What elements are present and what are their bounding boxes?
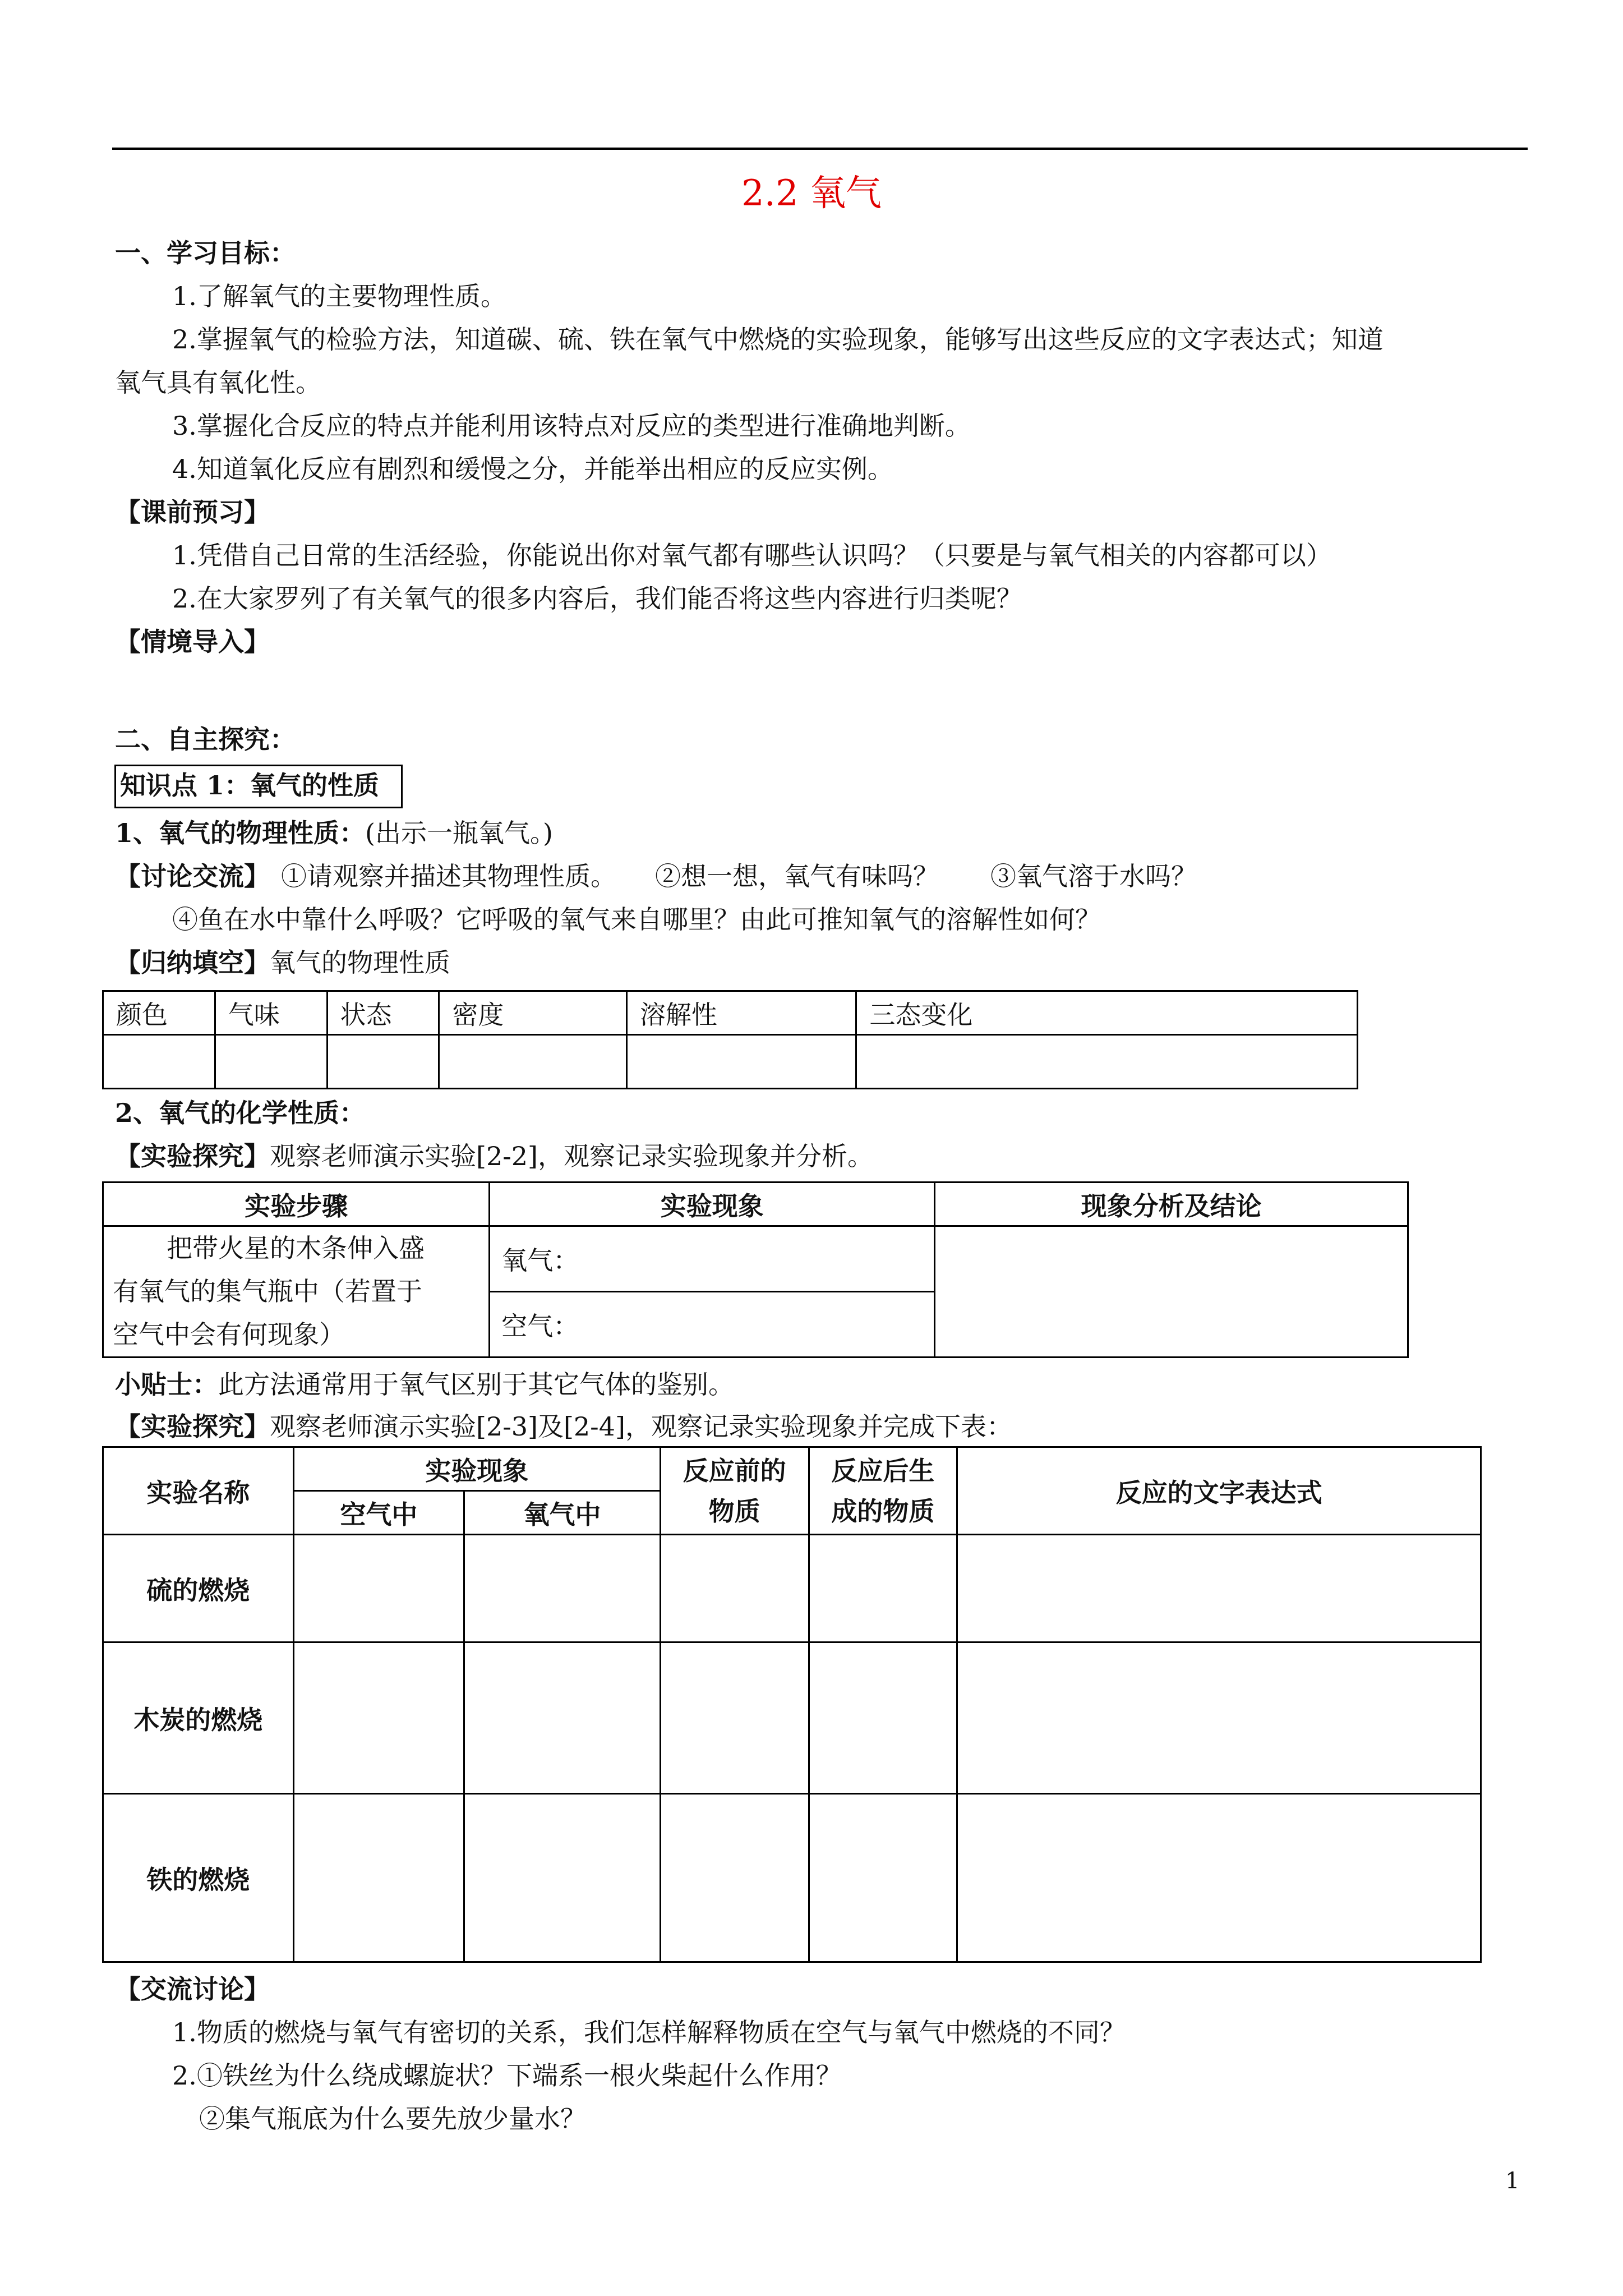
phys-cell-phase-change[interactable]	[856, 1035, 1358, 1089]
tip-line	[115, 1369, 734, 1400]
discuss-label: 【讨论交流】	[115, 861, 270, 891]
exp1-oxygen-label: 氧气：	[501, 1245, 579, 1276]
phys-heading-note: (出示一瓶氧气。)	[365, 818, 553, 848]
exp2-cell[interactable]	[809, 1642, 957, 1794]
exp1-air-cell[interactable]	[490, 1292, 935, 1358]
exp1-step-line-3: 空气中会有何现象）	[113, 1319, 345, 1350]
exp1-step-cell	[103, 1226, 490, 1358]
section2-heading: 二、自主探究：	[115, 724, 296, 754]
phys-header-solubility: 溶解性	[626, 991, 856, 1035]
preview-heading: 【课前预习】	[115, 497, 270, 527]
phys-header-color: 颜色	[103, 991, 215, 1035]
table-row	[103, 1642, 1481, 1794]
exp2-before-line-2: 物质	[708, 1496, 760, 1526]
exp2-before-line-1: 反应前的	[683, 1455, 786, 1486]
exp2-after-line-1: 反应后生	[831, 1455, 935, 1486]
phys-header-phase-change: 三态变化	[856, 991, 1358, 1035]
phys-cell-smell[interactable]	[215, 1035, 327, 1089]
exp2-cell[interactable]	[464, 1794, 661, 1962]
page-number: 1	[1505, 2168, 1520, 2194]
exp2-row-sulfur: 硫的燃烧	[103, 1535, 294, 1642]
chem-heading: 2、氧气的化学性质：	[115, 1098, 366, 1128]
exp2-cell[interactable]	[293, 1642, 464, 1794]
discuss-questions: ①请观察并描述其物理性质。 ②想一想，氧气有味吗？ ③氧气溶于水吗？	[281, 861, 1197, 891]
exp1-air-label: 空气：	[501, 1311, 579, 1341]
exchange-q2a: 2.①铁丝为什么绕成螺旋状？下端系一根火柴起什么作用？	[172, 2060, 842, 2091]
page-title: 2.2 氧气	[741, 173, 882, 214]
exchange-q1: 1.物质的燃烧与氧气有密切的关系，我们怎样解释物质在空气与氧气中燃烧的不同？	[172, 2017, 1126, 2047]
exp2-cell[interactable]	[464, 1535, 661, 1642]
exp2-row-iron: 铁的燃烧	[103, 1794, 294, 1962]
preview-item-1: 1.凭借自己日常的生活经验，你能说出你对氧气都有哪些认识吗？（只要是与氧气相关的内容都可以）	[172, 540, 1332, 570]
situation-heading: 【情境导入】	[115, 627, 270, 657]
goal-2: 2.掌握氧气的检验方法，知道碳、硫、铁在氧气中燃烧的实验现象，能够写出这些反应的文字表达式；知道	[172, 324, 1384, 355]
exp1-header-phenomenon: 实验现象	[490, 1182, 935, 1226]
summary-label: 【归纳填空】	[115, 947, 270, 978]
exp2-cell[interactable]	[660, 1535, 809, 1642]
knowledge-point-1: 知识点 1：氧气的性质	[120, 770, 380, 800]
exp2-header-in-oxygen: 氧气中	[464, 1491, 661, 1535]
exp2-cell[interactable]	[809, 1535, 957, 1642]
tip-label: 小贴士：	[115, 1369, 218, 1400]
exp1-oxygen-cell[interactable]	[490, 1226, 935, 1292]
summary-text: 氧气的物理性质	[270, 947, 450, 978]
exp2-text: 观察老师演示实验[2-3]及[2-4]，观察记录实验现象并完成下表：	[270, 1411, 1012, 1442]
exp2-cell[interactable]	[293, 1535, 464, 1642]
phys-header-density: 密度	[439, 991, 627, 1035]
phys-cell-solubility[interactable]	[626, 1035, 856, 1089]
exp1-step-line-1: 把带火星的木条伸入盛	[167, 1233, 425, 1263]
phys-properties-table	[102, 990, 1358, 1089]
header-rule	[112, 148, 1528, 150]
exp2-header-after	[809, 1447, 957, 1535]
exp1-table	[102, 1181, 1409, 1358]
phys-header-state: 状态	[327, 991, 439, 1035]
exp1-label: 【实验探究】	[115, 1141, 270, 1171]
tip-text: 此方法通常用于氧气区别于其它气体的鉴别。	[218, 1369, 734, 1400]
goal-4: 4.知道氧化反应有剧烈和缓慢之分，并能举出相应的反应实例。	[172, 454, 893, 484]
exp2-row-charcoal: 木炭的燃烧	[103, 1642, 294, 1794]
exp2-cell[interactable]	[464, 1642, 661, 1794]
table-row	[103, 1535, 1481, 1642]
exp2-cell[interactable]	[809, 1794, 957, 1962]
exp1-step-line-2: 有氧气的集气瓶中（若置于	[113, 1276, 422, 1306]
exp2-cell[interactable]	[660, 1642, 809, 1794]
exp2-label: 【实验探究】	[115, 1411, 270, 1442]
exp2-cell[interactable]	[660, 1794, 809, 1962]
exp2-header-in-air: 空气中	[293, 1491, 464, 1535]
phys-cell-state[interactable]	[327, 1035, 439, 1089]
exp1-line	[115, 1140, 873, 1172]
discuss-line-2: ④鱼在水中靠什么呼吸？它呼吸的氧气来自哪里？由此可推知氧气的溶解性如何？	[172, 904, 1101, 935]
summary-line	[115, 947, 450, 978]
goal-2-cont: 氧气具有氧化性。	[115, 367, 321, 398]
goal-3: 3.掌握化合反应的特点并能利用该特点对反应的类型进行准确地判断。	[172, 411, 971, 441]
goal-1: 1.了解氧气的主要物理性质。	[172, 281, 506, 311]
section1-heading: 一、学习目标：	[115, 238, 296, 268]
exp1-text: 观察老师演示实验[2-2]，观察记录实验现象并分析。	[270, 1141, 873, 1171]
preview-item-2: 2.在大家罗列了有关氧气的很多内容后，我们能否将这些内容进行归类呢？	[172, 583, 1022, 614]
exp2-after-line-2: 成的物质	[831, 1496, 935, 1526]
phys-cell-color[interactable]	[103, 1035, 215, 1089]
exchange-q2b: ②集气瓶底为什么要先放少量水？	[199, 2104, 586, 2134]
exp2-header-phenomenon: 实验现象	[293, 1447, 660, 1491]
exp1-analysis-cell[interactable]	[935, 1226, 1408, 1358]
exp2-line	[115, 1411, 1012, 1442]
exp1-header-analysis: 现象分析及结论	[935, 1182, 1408, 1226]
exp2-header-expression: 反应的文字表达式	[957, 1447, 1481, 1535]
exp2-header-before	[660, 1447, 809, 1535]
exp2-cell[interactable]	[957, 1535, 1481, 1642]
phys-heading-bold: 1、氧气的物理性质：	[115, 818, 366, 848]
exchange-heading: 【交流讨论】	[115, 1974, 270, 2004]
exp2-cell[interactable]	[957, 1794, 1481, 1962]
discuss-line-1	[115, 861, 1197, 892]
phys-cell-density[interactable]	[439, 1035, 627, 1089]
phys-header-smell: 气味	[215, 991, 327, 1035]
table-row	[103, 1794, 1481, 1962]
phys-heading	[115, 817, 553, 849]
exp2-cell[interactable]	[957, 1642, 1481, 1794]
exp2-table	[102, 1446, 1482, 1963]
exp2-header-name: 实验名称	[103, 1447, 294, 1535]
exp1-header-steps: 实验步骤	[103, 1182, 490, 1226]
exp2-cell[interactable]	[293, 1794, 464, 1962]
